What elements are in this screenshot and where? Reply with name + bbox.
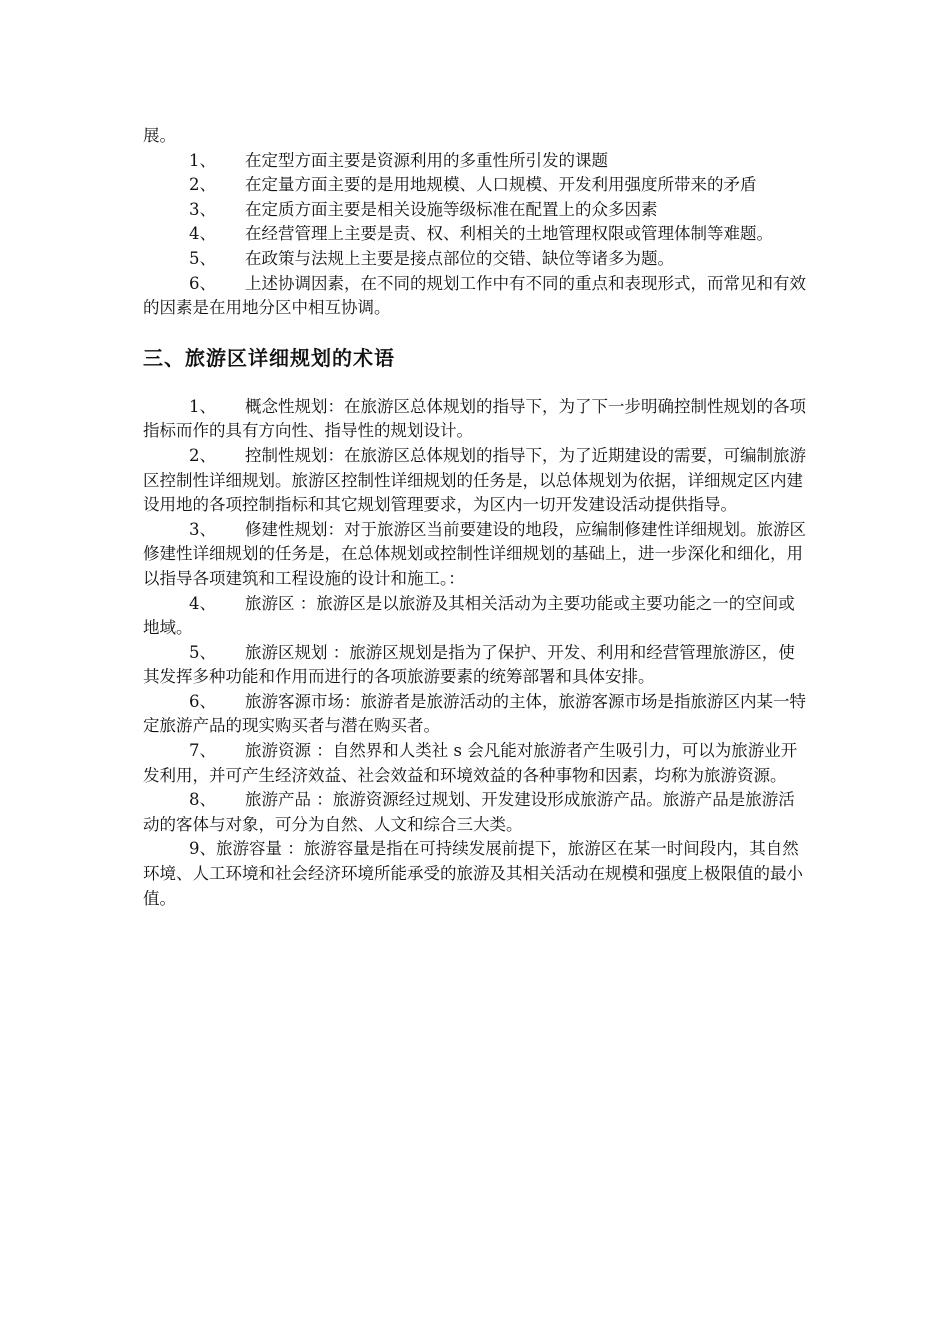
list-item (143, 739, 811, 788)
terms-list (143, 395, 811, 911)
list-item (143, 272, 811, 321)
item-number: 2、 (189, 445, 216, 465)
list-item (143, 173, 811, 198)
item-number: 6、 (189, 273, 216, 293)
item-text: 控制性规划：在旅游区总体规划的指导下，为了近期建设的需要，可编制旅游区控制性详细规划。旅游区控制性详细规划的任务是，以总体规划为依据，详细规定区内建设用地的各项控制指标和其它规划管理要求，为区内一切开发建设活动提供指导。 (143, 445, 806, 515)
item-text: 旅游产品 ：旅游资源经过规划、开发建设形成旅游产品。旅游产品是旅游活动的客体与对象，可分为自然、人文和综合三大类。 (143, 790, 795, 834)
list-item (143, 518, 811, 592)
item-number: 7、 (189, 741, 216, 761)
item-text: 在经营管理上主要是责、权、利相关的土地管理权限或管理体制等难题。 (245, 224, 773, 244)
item-number: 5、 (189, 642, 216, 662)
item-number: 6、 (189, 691, 216, 711)
list-item (143, 641, 811, 690)
list-item (143, 247, 811, 272)
item-number: 4、 (189, 593, 216, 613)
item-number: 4、 (189, 224, 216, 244)
list-item (143, 444, 811, 518)
list-item (143, 149, 811, 174)
list-item (143, 198, 811, 223)
item-text: 旅游资源 ：自然界和人类社 s 会凡能对旅游者产生吸引力，可以为旅游业开发利用，并可产生经济效益、社会效益和环境效益的各种事物和因素，均称为旅游资源。 (143, 741, 798, 785)
item-text: 旅游客源市场：旅游者是旅游活动的主体，旅游客源市场是指旅游区内某一特定旅游产品的现实购买者与潜在购买者。 (143, 691, 806, 736)
list-item (143, 592, 811, 641)
item-text: 旅游容量 ：旅游容量是指在可持续发展前提下，旅游区在某一时间段内，其自然环境、人工环境和社会经济环境所能承受的旅游及其相关活动在规模和强度上极限值的最小值。 (143, 839, 803, 908)
item-text: 在定质方面主要是相关设施等级标准在配置上的众多因素 (245, 199, 658, 219)
item-text: 在政策与法规上主要是接点部位的交错、缺位等诸多为题。 (245, 248, 674, 268)
list-item (143, 690, 811, 739)
item-number: 2、 (189, 175, 216, 195)
document-page (143, 124, 811, 911)
item-text: 旅游区 ：旅游区是以旅游及其相关活动为主要功能或主要功能之一的空间或地域。 (143, 593, 795, 638)
intro-tail-text: 展。 (143, 126, 176, 145)
item-number: 5、 (189, 248, 216, 268)
item-number: 3、 (189, 199, 216, 219)
item-number: 3、 (189, 519, 216, 539)
list-item (143, 788, 811, 837)
item-text: 旅游区规划 ：旅游区规划是指为了保护、开发、利用和经营管理旅游区，使其发挥多种功能和作用而进行的各项旅游要素的统筹部署和具体安排。 (143, 642, 795, 687)
list-item (143, 837, 811, 911)
list-item (143, 222, 811, 247)
item-number: 8、 (189, 790, 216, 810)
section-heading: 三、旅游区详细规划的术语 (143, 345, 395, 370)
item-text: 在定量方面主要的是用地规模、人口规模、开发利用强度所带来的矛盾 (245, 175, 757, 195)
item-text: 上述协调因素，在不同的规划工作中有不同的重点和表现形式，而常见和有效的因素是在用地分区中相互协调。 (143, 273, 806, 318)
item-number: 9、 (189, 839, 216, 859)
item-text: 修建性规划：对于旅游区当前要建设的地段，应编制修建性详细规划。旅游区修建性详细规划的任务是，在总体规划或控制性详细规划的基础上，进一步深化和细化，用以指导各项建筑和工程设施的设计和施工。： (143, 519, 806, 588)
item-number: 1、 (189, 150, 216, 170)
item-text: 概念性规划：在旅游区总体规划的指导下，为了下一步明确控制性规划的各项指标而作的具有方向性、指导性的规划设计。 (143, 396, 806, 441)
item-number: 1、 (189, 396, 216, 416)
list-item (143, 395, 811, 444)
item-text: 在定型方面主要是资源利用的多重性所引发的课题 (245, 150, 608, 170)
coordination-list (143, 149, 811, 321)
